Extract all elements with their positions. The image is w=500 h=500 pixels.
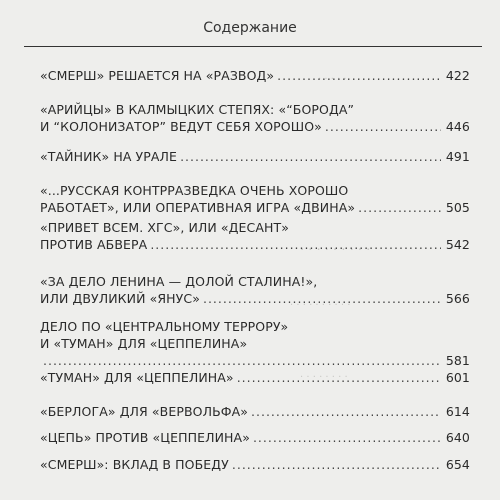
toc-entry[interactable] xyxy=(40,219,470,253)
toc-entry-title: «ЦЕПЬ» ПРОТИВ «ЦЕППЕЛИНА» xyxy=(40,430,250,445)
leader-dots xyxy=(203,290,441,307)
toc-page-number: 654 xyxy=(445,457,470,472)
toc-page-number: 542 xyxy=(445,237,470,252)
show-through-text: · · · · · · · · · · xyxy=(290,300,351,311)
toc-entry-title: «АРИЙЦЫ» В КАЛМЫЦКИХ СТЕПЯХ: «“БОРОДА” xyxy=(40,102,355,117)
header-divider xyxy=(24,46,482,47)
leader-dots xyxy=(232,456,441,473)
toc-entry-title: «ЗА ДЕЛО ЛЕНИНА — ДОЛОЙ СТАЛИНА!», xyxy=(40,274,318,289)
leader-dots xyxy=(358,199,441,216)
toc-entry-title-continued: И «ТУМАН» ДЛЯ «ЦЕППЕЛИНА» xyxy=(40,336,248,351)
toc-entry[interactable] xyxy=(40,148,470,165)
toc-entry[interactable] xyxy=(40,403,470,420)
toc-entry[interactable] xyxy=(40,67,470,84)
toc-page-number: 566 xyxy=(445,291,470,306)
leader-dots xyxy=(180,148,441,165)
toc-entry-title-continued: ИЛИ ДВУЛИКИЙ «ЯНУС» xyxy=(40,291,200,306)
toc-entry-title-continued: ПРОТИВ АБВЕРА xyxy=(40,237,148,252)
page-title: Содержание xyxy=(203,20,297,36)
toc-entry-title: «ТАЙНИК» НА УРАЛЕ xyxy=(40,149,178,164)
toc-page-number: 505 xyxy=(445,200,470,215)
toc-entry-title-continued: РАБОТАЕТ», ИЛИ ОПЕРАТИВНАЯ ИГРА «ДВИНА» xyxy=(40,200,356,215)
toc-entry[interactable] xyxy=(40,101,470,135)
show-through-text: · · · · · · · · · xyxy=(300,243,371,258)
toc-entry[interactable] xyxy=(40,456,470,473)
toc-entry[interactable] xyxy=(40,318,470,369)
leader-dots xyxy=(150,236,441,253)
show-through-text: · · · · · · · · xyxy=(300,372,348,383)
toc-entry-title: «ПРИВЕТ ВСЕМ. ХГС», ИЛИ «ДЕСАНТ» xyxy=(40,220,290,235)
show-through-text: · · · · · xyxy=(318,74,347,85)
leader-dots xyxy=(251,403,441,420)
toc-entry-title: ДЕЛО ПО «ЦЕНТРАЛЬНОМУ ТЕРРОРУ» xyxy=(40,319,289,334)
toc-entry-title: «СМЕРШ» РЕШАЕТСЯ НА «РАЗВОД» xyxy=(40,68,275,83)
toc-page-number: 640 xyxy=(445,430,470,445)
leader-dots xyxy=(43,352,441,369)
leader-dots xyxy=(237,369,441,386)
toc-entry[interactable] xyxy=(40,182,470,216)
toc-page-number: 581 xyxy=(445,353,470,368)
toc-page-number: 491 xyxy=(445,149,470,164)
toc-page-number: 614 xyxy=(445,404,470,419)
toc-page-number: 601 xyxy=(445,370,470,385)
leader-dots xyxy=(253,429,441,446)
leader-dots xyxy=(277,67,441,84)
toc-entry-title: «...РУССКАЯ КОНТРРАЗВЕДКА ОЧЕНЬ ХОРОШО xyxy=(40,183,349,198)
toc-page-number: 446 xyxy=(445,119,470,134)
toc-entry-title: «ТУМАН» ДЛЯ «ЦЕППЕЛИНА» xyxy=(40,370,234,385)
toc-page-number: 422 xyxy=(445,68,470,83)
leader-dots xyxy=(325,118,441,135)
toc-entry[interactable] xyxy=(40,273,470,307)
toc-entry[interactable] xyxy=(40,369,470,386)
toc-entry-title: «БЕРЛОГА» ДЛЯ «ВЕРВОЛЬФА» xyxy=(40,404,249,419)
toc-entry-title-continued: И “КОЛОНИЗАТОР” ВЕДУТ СЕБЯ ХОРОШО» xyxy=(40,119,322,134)
toc-entry-title: «СМЕРШ»: ВКЛАД В ПОБЕДУ xyxy=(40,457,229,472)
toc-entry[interactable] xyxy=(40,429,470,446)
